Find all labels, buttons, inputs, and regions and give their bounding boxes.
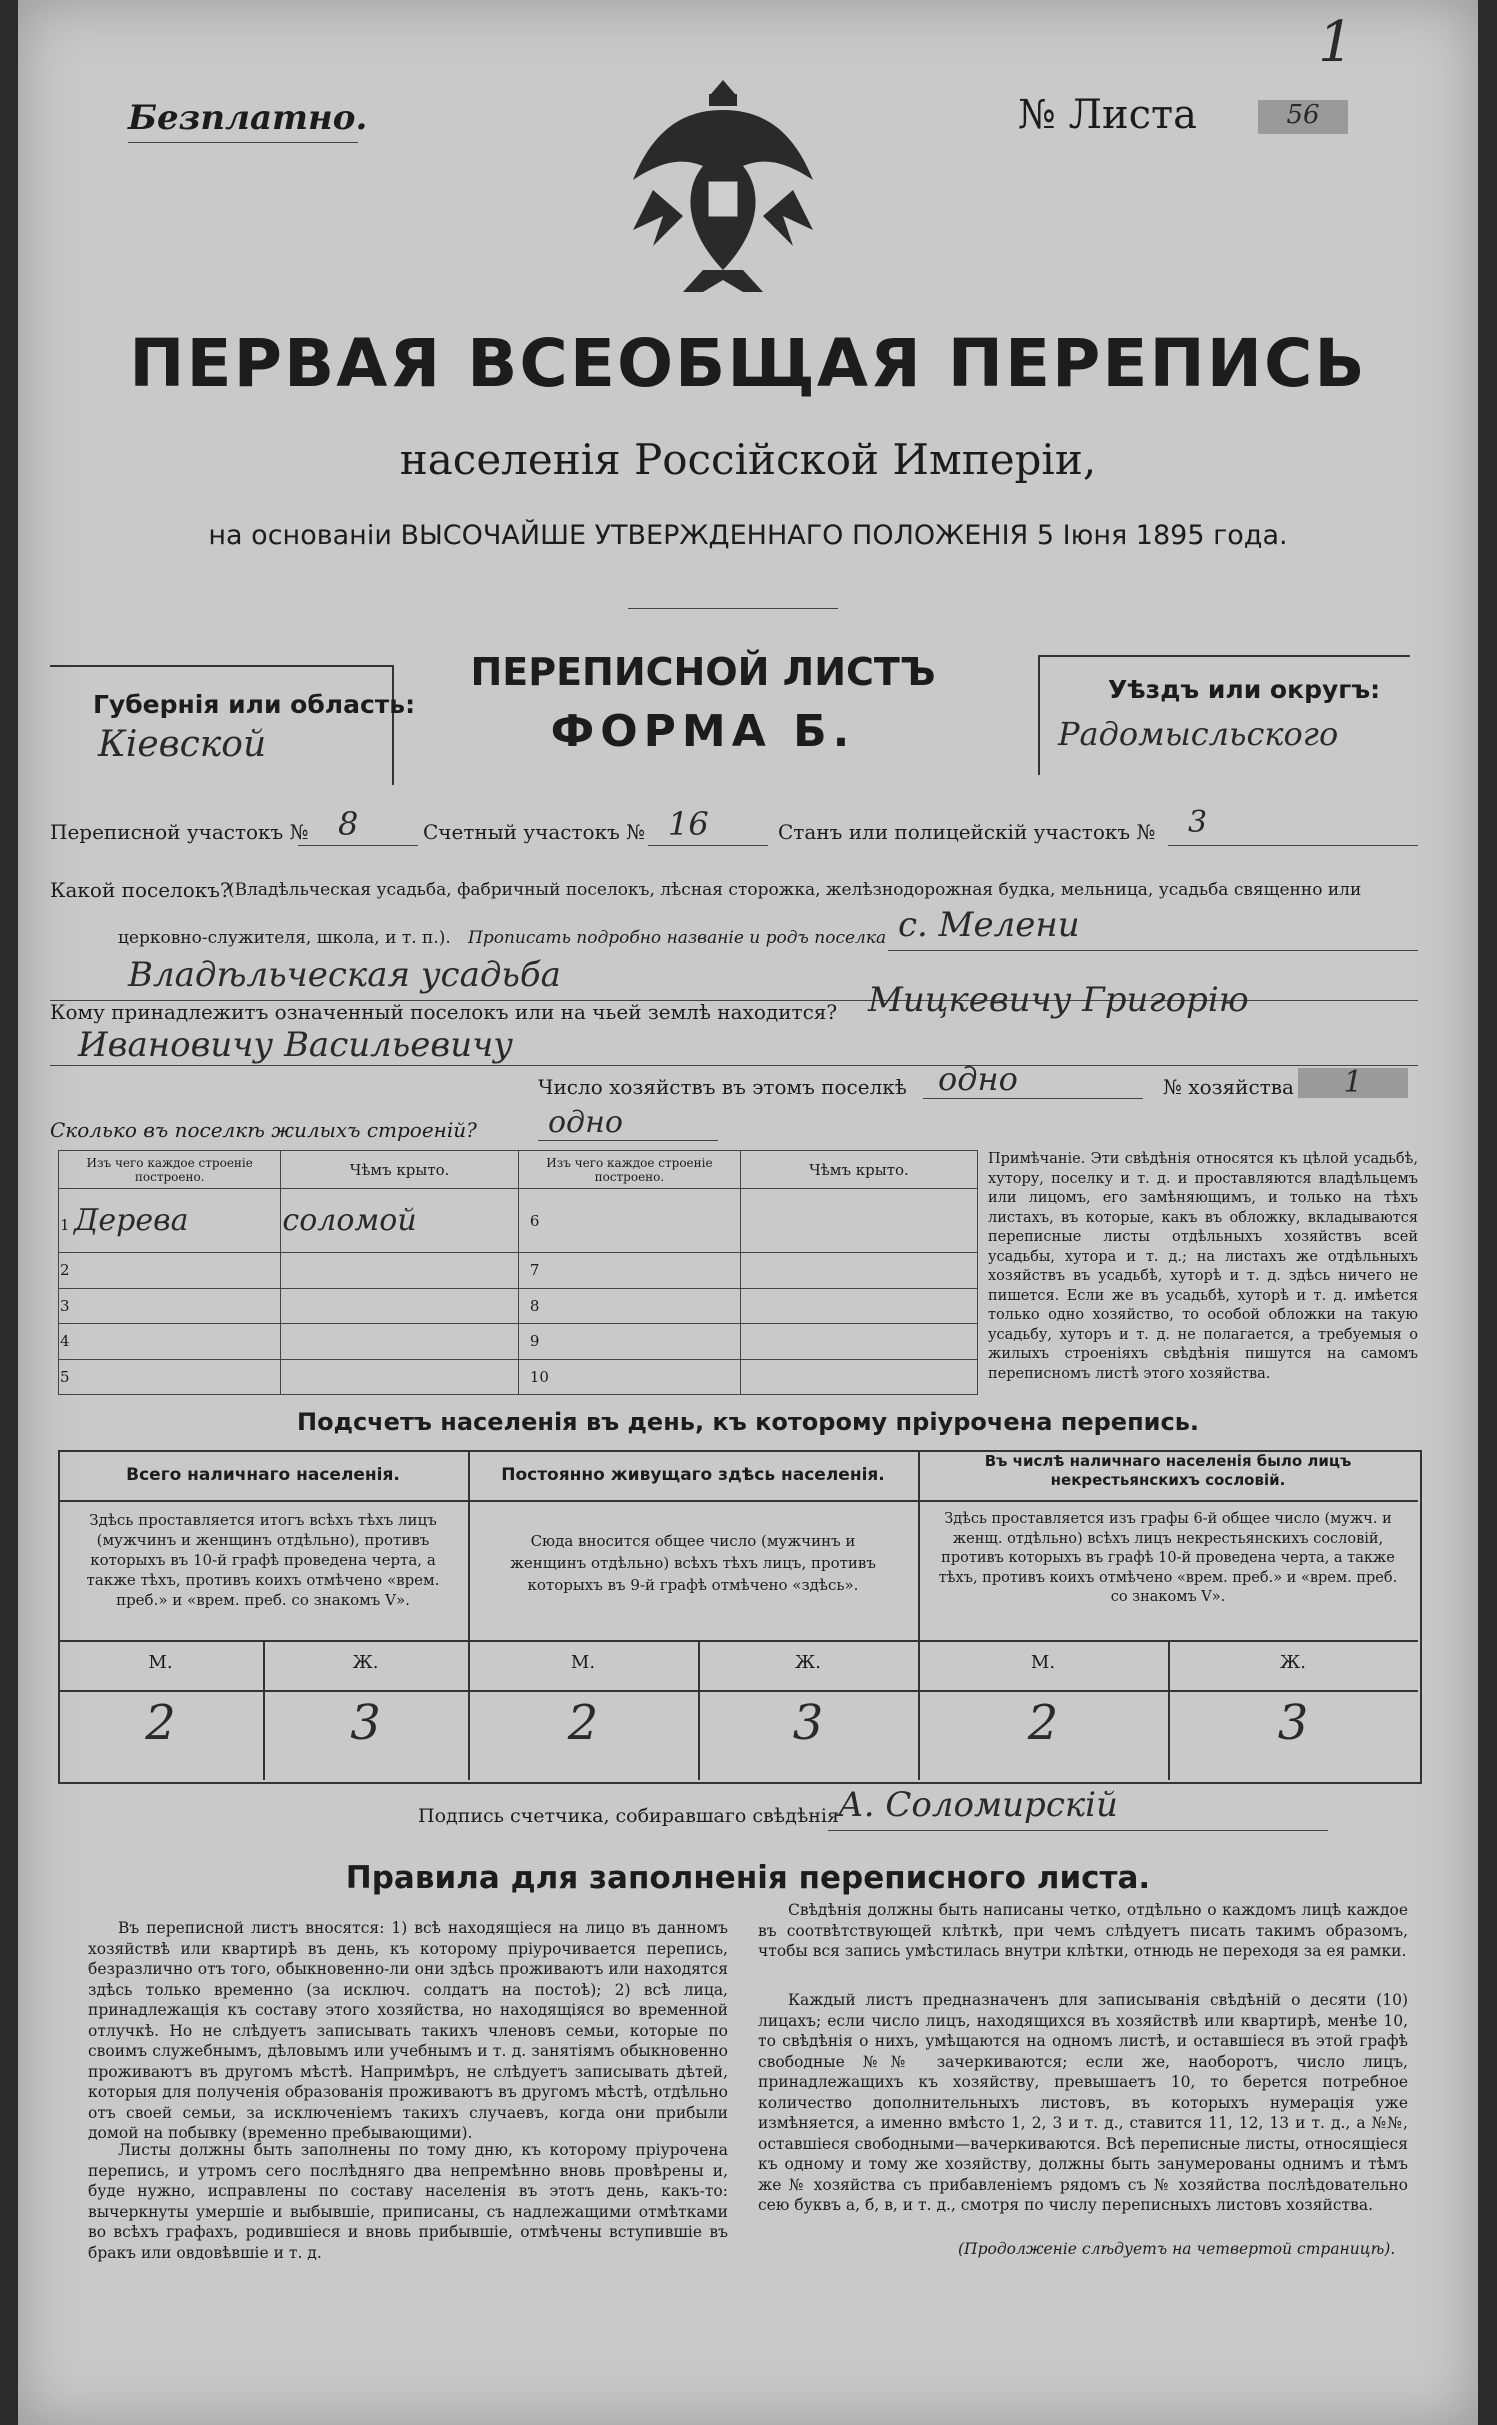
population-title: Подсчетъ населенія въ день, къ которому пріурочена перепись. [297, 1408, 1199, 1436]
buildings-label: Сколько въ поселкѣ жилыхъ строеній? [50, 1118, 477, 1142]
row-number: 7 [529, 1261, 540, 1280]
count-label: Счетный участокъ № [423, 820, 646, 844]
head-divider [58, 1500, 1418, 1502]
gubernia-label: Губернія или область: [93, 690, 416, 719]
count-value: 16 [668, 805, 709, 843]
col3-male-label: М. [1030, 1652, 1056, 1673]
settlement-hint: (Владѣльческая усадьба, фабричный поселокъ, лѣсная сторожка, желѣзнодорожная будка, мельница, усадьба священно или [228, 880, 1362, 900]
mf-top-divider [58, 1640, 1418, 1642]
table-header-roof-2: Чѣмъ крыто. [741, 1151, 978, 1189]
col2-head: Постоянно живущаго здѣсь населенія. [501, 1465, 885, 1485]
row-number: 2 [60, 1261, 70, 1280]
stan-value: 3 [1188, 805, 1208, 840]
row-number: 9 [529, 1332, 540, 1351]
col3-female-label: Ж. [1280, 1652, 1306, 1673]
table-row [59, 1253, 978, 1288]
table-row [59, 1288, 978, 1323]
owner-value-1: Мицкевичу Григорію [868, 980, 1249, 1020]
form-title: ПЕРЕПИСНОЙ ЛИСТЪ [470, 650, 936, 694]
col1-male-label: М. [148, 1652, 173, 1673]
imperial-eagle-icon [623, 70, 823, 300]
col1-text: Здѣсь проставляется итогъ всѣхъ тѣхъ лицъ (мужчинъ и женщинъ отдѣльно), противъ которыхъ въ 10-й графѣ проведена черта, а также тѣхъ, противъ коихъ отмѣчено «врем. преб.» и «врем. преб. со знакомъ V». [86, 1511, 440, 1609]
table-row [59, 1189, 978, 1253]
rules-continued: (Продолженіе слѣдуетъ на четвертой страницѣ). [958, 2240, 1396, 2258]
gubernia-value: Кіевской [98, 724, 267, 765]
sheet-number-label: № Листа [1018, 92, 1197, 138]
buildings-table [58, 1150, 978, 1395]
col1-male-value: 2 [145, 1695, 176, 1751]
farm-no-value: 1 [1298, 1068, 1408, 1098]
table-header-roof: Чѣмъ крыто. [281, 1151, 518, 1189]
col1-head: Всего наличнаго населенія. [126, 1465, 400, 1485]
owner-label: Кому принадлежитъ означенный поселокъ или на чьей землѣ находится? [50, 1000, 838, 1024]
row-number: 1 [60, 1216, 70, 1235]
buildings-value: одно [548, 1105, 623, 1140]
uezd-value: Радомысльского [1058, 715, 1339, 753]
farms-label: Число хозяйствъ въ этомъ поселкѣ [538, 1075, 907, 1099]
col2-female-value: 3 [792, 1695, 824, 1751]
settlement-hint-2: церковно-служителя, школа, и т. п.). [118, 928, 451, 948]
free-label: Безплатно. [128, 98, 368, 138]
row-number: 3 [60, 1296, 70, 1315]
page-number: 1 [1318, 10, 1354, 75]
col2-male-value: 2 [567, 1695, 599, 1751]
census-title: ПЕРВАЯ ВСЕОБЩАЯ ПЕРЕПИСЬ [129, 325, 1367, 402]
row-number: 4 [60, 1332, 70, 1351]
district-label: Переписной участокъ № [50, 820, 309, 844]
rules-left-p1: Въ переписной листъ вносятся: 1) всѣ находящіеся на лицо въ данномъ хозяйствѣ или квартирѣ въ день, къ которому пріурочивается перепись, безразлично отъ того, обыкновенно-ли они здѣсь проживаютъ или находятся здѣсь только временно (за исключ. солдатъ на постоѣ); 2) всѣ лица, принадлежащія къ составу этого хозяйства, но находящіяся во временной отлучкѣ. Но не слѣдуетъ записывать такихъ членовъ семьи, которые по своимъ служебнымъ, дѣловымъ или учебнымъ и т. д. занятіямъ обыкновенно проживаютъ въ другомъ мѣстѣ. Напримѣръ, не слѣдуетъ записывать дѣтей, которыя для полученія образованія проживаютъ въ другомъ мѣстѣ, отдѣльно отъ своей семьи, за исключеніемъ такихъ случаевъ, когда они прибыли домой на побывку (временно пребывающими). [88, 1919, 728, 2142]
farm-no-label: № хозяйства [1163, 1075, 1294, 1099]
stan-label: Станъ или полицейскій участокъ № [778, 820, 1156, 844]
col3-head: Въ числѣ наличнаго населенія было лицъ некрестьянскихъ сословій. [984, 1452, 1352, 1489]
settlement-label: Какой поселокъ? [50, 878, 231, 902]
table-header-material-2: Изъ чего каждое строеніе построено. [518, 1151, 740, 1189]
col1-female-value: 3 [350, 1695, 381, 1751]
farms-line [923, 1098, 1143, 1099]
mf-bottom-divider [58, 1690, 1418, 1692]
buildings-line [538, 1140, 718, 1141]
rules-right-p2: Каждый листъ предназначенъ для записыванія свѣдѣній о десяти (10) лицахъ; если число лицъ, находящихся въ хозяйствѣ или квартирѣ, менѣе 10, то свѣдѣнія о нихъ, умѣщаются на одномъ листѣ, и оставшіеся въ этой графѣ свободные №№ зачеркиваются; если же, наоборотъ, число лицъ, принадлежащихъ къ хозяйству, превышаетъ 10, то берется потребное количество дополнительныхъ листовъ, въ которыхъ нумерація уже измѣняется, а именно вмѣсто 1, 2, 3 и т. д., ставится 11, 12, 13 и т. д., а №№, оставшіеся свободными—вачеркиваются. Всѣ переписные листы, относящіеся къ одному и тому же хозяйству, должны быть занумерованы однимъ и тѣмъ же № хозяйства съ прибавленіемъ рядомъ съ № хозяйства послѣдовательно сею буквъ а, б, в, и т. д., смотря по числу переписныхъ листовъ хозяйства. [758, 1991, 1408, 2214]
uezd-label: Уѣздъ или округъ: [1108, 675, 1381, 704]
sheet-number-value: 56 [1258, 100, 1348, 134]
row-number: 5 [60, 1367, 70, 1386]
district-value: 8 [338, 805, 359, 843]
col2-female-label: Ж. [795, 1652, 821, 1673]
district-line [298, 845, 418, 846]
col3-text: Здѣсь проставляется изъ графы 6-й общее число (мужч. и женщ. отдѣльно) всѣхъ лицъ некрестьянскихъ сословій, противъ которыхъ въ графѣ 10-й проведена черта, а также тѣхъ, противъ коихъ отмѣчено «врем. преб.» и «врем. преб. со знакомъ V». [938, 1511, 1398, 1605]
owner-line [50, 1065, 1418, 1066]
table-row [59, 1324, 978, 1359]
signature-line [828, 1830, 1328, 1831]
row-number: 10 [529, 1367, 549, 1386]
rules-right-p1: Свѣдѣнія должны быть написаны четко, отдѣльно о каждомъ лицѣ каждое въ соотвѣтствующей клѣткѣ, при чемъ слѣдуетъ писать такимъ образомъ, чтобы вся запись умѣстилась внутри клѣтки, отнюдь не переходя за ея рамки. [758, 1901, 1408, 1960]
title-divider [628, 608, 838, 609]
row-number: 6 [529, 1211, 540, 1230]
settlement-line-1 [888, 950, 1418, 951]
rules-title: Правила для заполненія переписного листа. [345, 1860, 1151, 1896]
col3-female-value: 3 [1277, 1695, 1309, 1751]
form-name: ФОРМА Б. [550, 706, 856, 757]
table-header-material: Изъ чего каждое строеніе построено. [59, 1151, 281, 1189]
census-sheet [18, 0, 1478, 2425]
free-underline [128, 142, 358, 143]
settlement-hint-3: Прописать подробно названіе и родъ поселка [468, 928, 887, 948]
col1-female-label: Ж. [352, 1652, 379, 1673]
row1-material: Дерева [74, 1203, 189, 1239]
rules-left-p2: Листы должны быть заполнены по тому дню, къ которому пріурочена перепись, и утромъ сего послѣдняго два непремѣнно вновь провѣрены и, буде нужно, исправлены по составу населенія въ этотъ день, какъ-то: вычеркнуты умершіе и выбывшіе, приписаны, съ надлежащими отмѣтками во всѣхъ графахъ, родившіеся и вновь прибывшіе, отмѣчены вступившіе въ бракъ или овдовѣвшіе и т. д. [88, 2141, 728, 2262]
row-number: 8 [529, 1296, 540, 1315]
col2-male-label: М. [570, 1652, 596, 1673]
signature-label: Подпись счетчика, собиравшаго свѣдѣнія [418, 1805, 839, 1827]
stan-line [1168, 845, 1418, 846]
settlement-value-1: с. Мелени [898, 905, 1080, 945]
note-text: Примѣчаніе. Эти свѣдѣнія относятся къ цѣлой усадьбѣ, хутору, поселку и т. д. и проставляются владѣльцемъ или лицомъ, его замѣняющимъ, и только на тѣхъ листахъ, въ которые, какъ въ обложку, вкладываются переписные листы отдѣльныхъ хозяйствъ всей усадьбы, хутора и т. д.; на листахъ же отдѣльныхъ хозяйствъ въ усадьбѣ, хуторѣ и т. д. здѣсь ничего не пишется. Если же въ усадьбѣ, хуторѣ и т. д. имѣется только одно хозяйство, то особой обложки на такую усадьбу, хуторъ и т. д. не полагается, а требуемыя о жилыхъ строеніяхъ свѣдѣнія пишутся на самомъ переписномъ листѣ этого хозяйства. [988, 1151, 1418, 1382]
col3-male-value: 2 [1027, 1695, 1059, 1751]
owner-value-2: Ивановичу Васильевичу [78, 1025, 513, 1065]
col2-text: Сюда вносится общее число (мужчинъ и женщинъ отдѣльно) всѣхъ тѣхъ лицъ, противъ которыхъ въ 9-й графѣ отмѣчено «здѣсь». [510, 1532, 876, 1594]
row1-roof: соломой [282, 1203, 417, 1239]
census-subtitle: населенія Россійской Имперіи, [399, 435, 1097, 484]
signature-value: А. Соломирскій [838, 1785, 1118, 1825]
farms-value: одно [938, 1060, 1018, 1098]
count-line [648, 845, 768, 846]
table-row [59, 1359, 978, 1394]
census-basis: на основаніи ВЫСОЧАЙШЕ УТВЕРЖДЕННАГО ПОЛОЖЕНІЯ 5 Іюня 1895 года. [208, 520, 1288, 551]
settlement-value-2: Владѣльческая усадьба [128, 955, 561, 995]
